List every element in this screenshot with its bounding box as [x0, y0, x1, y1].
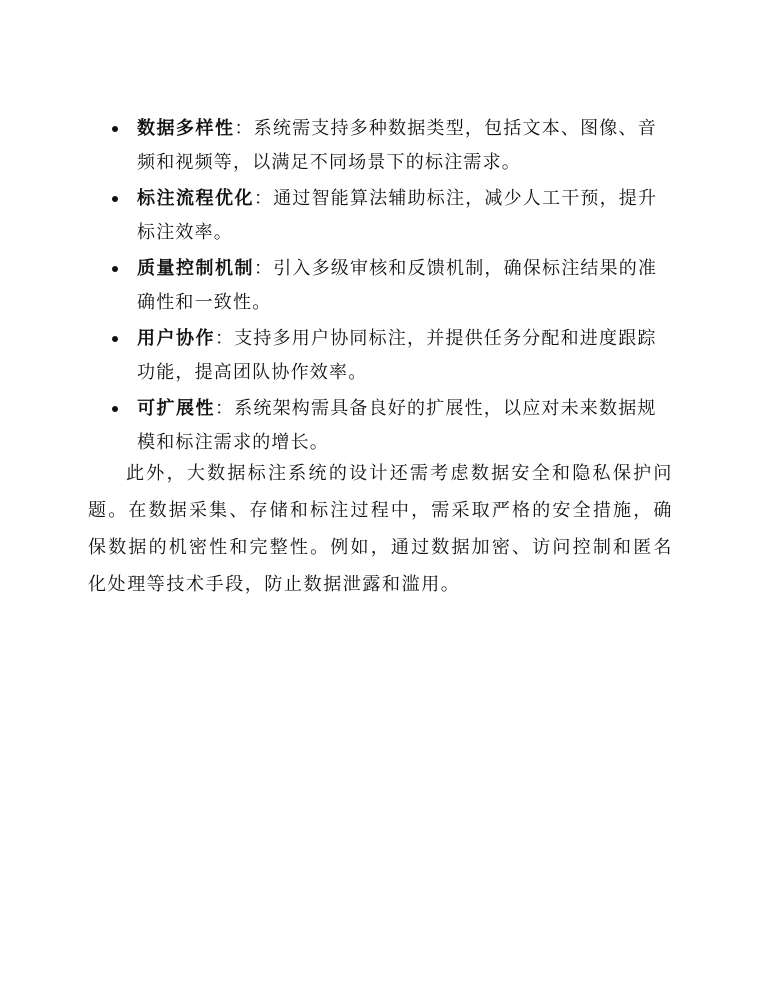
bullet-dot-icon	[112, 266, 118, 272]
bullet-separator: ：	[254, 188, 274, 209]
bullet-item-workflow-optimization	[104, 182, 674, 250]
bullet-dot-icon	[112, 126, 118, 132]
bullet-text: 引入多级审核和反馈机制，确保标注结果的准确性和一致性。	[137, 258, 658, 313]
bullet-item-quality-control	[104, 252, 674, 320]
body-paragraph: 此外，大数据标注系统的设计还需考虑数据安全和隐私保护问题。在数据采集、存储和标注过程中，需采取严格的安全措施，确保数据的机密性和完整性。例如，通过数据加密、访问控制和匿名化处理等技术手段，防止数据泄露和滥用。	[88, 463, 673, 595]
bullet-title: 数据多样性	[137, 118, 235, 139]
bullet-title: 质量控制机制	[137, 258, 254, 279]
bullet-text: 系统需支持多种数据类型，包括文本、图像、音频和视频等，以满足不同场景下的标注需求。	[137, 118, 657, 173]
bullet-item-data-diversity	[104, 112, 674, 180]
bullet-dot-icon	[112, 196, 118, 202]
bullet-item-scalability	[104, 392, 674, 460]
bullet-text: 通过智能算法辅助标注，减少人工干预，提升标注效率。	[137, 188, 658, 243]
bullet-text: 支持多用户协同标注，并提供任务分配和进度跟踪功能，提高团队协作效率。	[137, 328, 657, 383]
bullet-separator: ：	[215, 328, 235, 349]
bullet-title: 可扩展性	[137, 398, 215, 419]
bullet-text: 系统架构需具备良好的扩展性，以应对未来数据规模和标注需求的增长。	[137, 398, 657, 453]
bullet-separator: ：	[215, 398, 235, 419]
bullet-dot-icon	[112, 336, 118, 342]
bullet-title: 用户协作	[137, 328, 215, 349]
bullet-separator: ：	[254, 258, 274, 279]
bullet-title: 标注流程优化	[137, 188, 254, 209]
bullet-dot-icon	[112, 406, 118, 412]
bullet-separator: ：	[234, 118, 254, 139]
bullet-item-user-collaboration	[104, 322, 674, 390]
feature-bullet-list	[104, 112, 674, 462]
